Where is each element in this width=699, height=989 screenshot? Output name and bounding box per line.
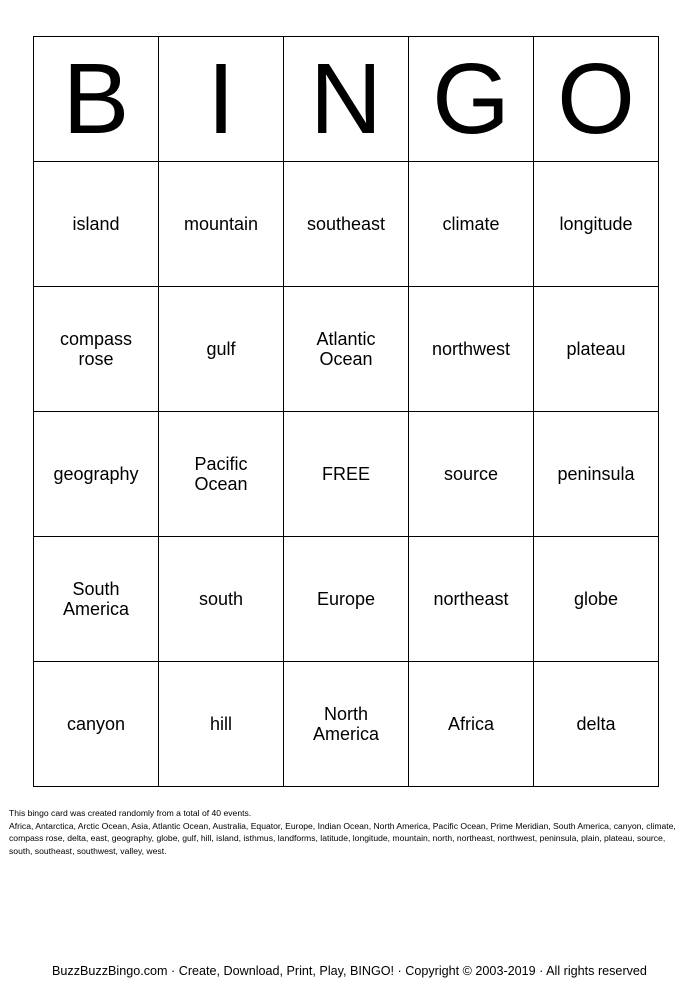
card-row — [34, 412, 659, 537]
header-letter-g: G — [409, 37, 534, 162]
bingo-cell: source — [409, 412, 534, 537]
card-row — [34, 162, 659, 287]
bingo-cell: canyon — [34, 662, 159, 787]
card-row — [34, 287, 659, 412]
bingo-cell: island — [34, 162, 159, 287]
bingo-cell-text: Ocean — [319, 349, 373, 369]
header-letter-n: N — [284, 37, 409, 162]
bingo-cell-text: rose — [78, 349, 114, 369]
bingo-cell-text: Atlantic — [316, 329, 376, 349]
header-letter-b: B — [34, 37, 159, 162]
bingo-cell: south — [159, 537, 284, 662]
card-info — [9, 807, 689, 857]
bingo-cell: Europe — [284, 537, 409, 662]
bingo-card — [33, 36, 659, 787]
bingo-cell: plateau — [534, 287, 659, 412]
bingo-cell: mountain — [159, 162, 284, 287]
header-letter-i: I — [159, 37, 284, 162]
bingo-cell-text: North — [323, 704, 368, 724]
bingo-cell-text: America — [312, 724, 379, 744]
bingo-card-body — [34, 37, 659, 787]
bingo-cell: peninsula — [534, 412, 659, 537]
card-info-summary: This bingo card was created randomly from a total of 40 events. — [9, 808, 252, 818]
bingo-cell: longitude — [534, 162, 659, 287]
bingo-cell — [34, 537, 159, 662]
bingo-cell: gulf — [159, 287, 284, 412]
bingo-cell: hill — [159, 662, 284, 787]
bingo-cell — [284, 287, 409, 412]
bingo-cell: southeast — [284, 162, 409, 287]
bingo-cell — [159, 412, 284, 537]
bingo-cell: Africa — [409, 662, 534, 787]
bingo-cell-text: America — [62, 599, 129, 619]
footer-copyright: BuzzBuzzBingo.com · Create, Download, Print, Play, BINGO! · Copyright © 2003-2019 · All rights reserved — [52, 964, 647, 978]
bingo-cell: delta — [534, 662, 659, 787]
bingo-cell: globe — [534, 537, 659, 662]
card-row — [34, 662, 659, 787]
bingo-cell: FREE — [284, 412, 409, 537]
bingo-cell-text: South — [72, 579, 120, 599]
bingo-cell-text: compass — [59, 329, 133, 349]
header-row — [34, 37, 659, 162]
bingo-cell-text: Ocean — [194, 474, 248, 494]
card-row — [34, 537, 659, 662]
card-info-word-list: Africa, Antarctica, Arctic Ocean, Asia, Atlantic Ocean, Australia, Equator, Europe, Indian Ocean, North America, Pacific Ocean, Prime Meridian, South America, canyon, climate, compass rose, delta, east, geography, globe, gulf, hill, island, isthmus, landforms, latitude, longitude, mountain, north, northeast, northwest, peninsula, plain, plateau, source, south, southeast, southwest, valley, west. — [9, 820, 676, 856]
bingo-cell — [284, 662, 409, 787]
bingo-cell: climate — [409, 162, 534, 287]
bingo-cell: geography — [34, 412, 159, 537]
header-letter-o: O — [534, 37, 659, 162]
bingo-cell — [34, 287, 159, 412]
bingo-cell-text: Pacific — [194, 454, 248, 474]
bingo-cell: northwest — [409, 287, 534, 412]
bingo-cell: northeast — [409, 537, 534, 662]
